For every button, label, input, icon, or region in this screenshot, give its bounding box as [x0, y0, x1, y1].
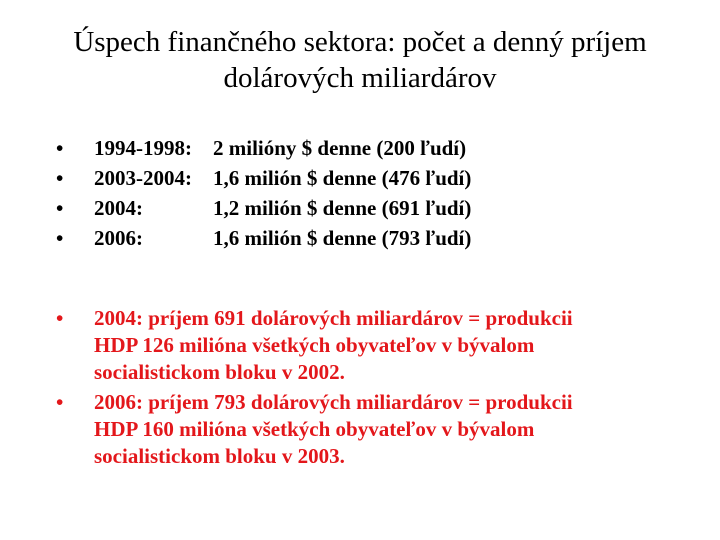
stats-item: [56, 193, 656, 223]
stats-period: 1994-1998:: [94, 136, 192, 160]
bullet-icon: •: [56, 226, 64, 250]
bullet-icon: •: [56, 136, 64, 160]
bullet-icon: •: [56, 390, 64, 414]
comparison-line: HDP 126 milióna všetkých obyvateľov v bývalom: [94, 333, 535, 357]
stats-text: 1,6 milión $ denne (476 ľudí): [213, 166, 472, 190]
stats-item: [56, 133, 656, 163]
slide-title: [30, 24, 690, 96]
title-line-2: dolárových miliardárov: [223, 62, 497, 94]
stats-text: 1,6 milión $ denne (793 ľudí): [213, 226, 472, 250]
comparison-item: [56, 305, 666, 386]
comparison-item: [56, 389, 666, 470]
stats-list: [56, 133, 656, 253]
stats-period: 2006:: [94, 226, 143, 250]
comparison-line: 2004: príjem 691 dolárových miliardárov = produkcii: [94, 306, 573, 330]
comparison-list: [56, 305, 666, 470]
comparison-line: socialistickom bloku v 2003.: [94, 444, 345, 468]
title-line-1: Úspech finančného sektora: počet a denný príjem: [73, 26, 647, 58]
stats-text: 1,2 milión $ denne (691 ľudí): [213, 196, 472, 220]
stats-period: 2003-2004:: [94, 166, 192, 190]
comparison-line: HDP 160 milióna všetkých obyvateľov v bývalom: [94, 417, 535, 441]
comparison-line: socialistickom bloku v 2002.: [94, 360, 345, 384]
stats-item: [56, 163, 656, 193]
comparison-line: 2006: príjem 793 dolárových miliardárov = produkcii: [94, 390, 573, 414]
stats-item: [56, 223, 656, 253]
bullet-icon: •: [56, 306, 64, 330]
stats-text: 2 milióny $ denne (200 ľudí): [213, 136, 467, 160]
bullet-icon: •: [56, 196, 64, 220]
stats-period: 2004:: [94, 196, 143, 220]
bullet-icon: •: [56, 166, 64, 190]
